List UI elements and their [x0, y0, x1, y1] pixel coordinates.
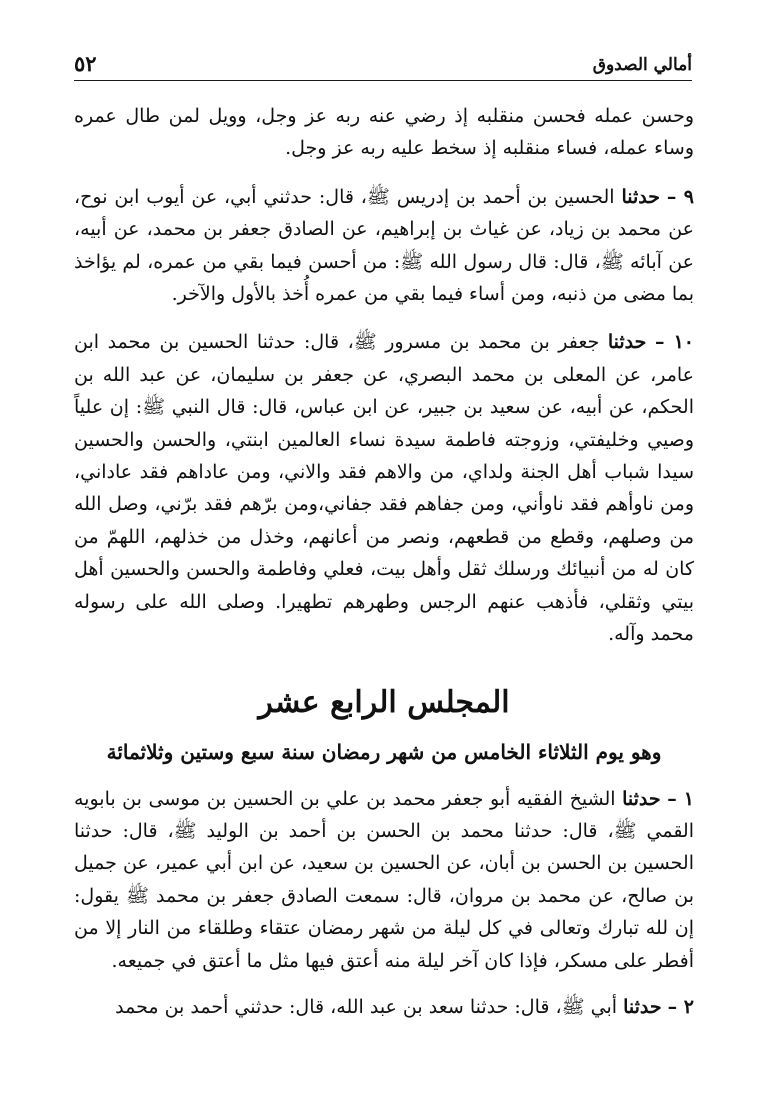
hadith-text: الشيخ الفقيه أبو جعفر محمد بن علي بن الحسين بن موسى بن بابويه القمي ﷺ، قال: حدثنا محمد بن الحسن بن أحمد بن الوليد ﷺ، قال: حدثنا الحسين بن الحسن بن أبان، عن الحسين بن سعيد، عن ابن أبي عمير، عن جميل بن صالح، عن محمد بن مروان، قال: سمعت الصادق جعفر بن محمد ﷺ يقول: إن لله تبارك وتعالى في كل ليلة من شهر رمضان عتقاء وطلقاء من النار إلا من أفطر على مسكر، فإذا كان آخر ليلة منه أعتق فيها مثل ما أعتق في جميعه.	[74, 787, 694, 972]
paragraph-continuation	[74, 100, 694, 165]
hadith-9	[74, 181, 694, 311]
hadith-number: ١ –	[667, 787, 695, 810]
chapter-hadith-2	[74, 991, 694, 1023]
hadith-lead: حدثنا	[622, 787, 661, 810]
page-number: ٥٢	[74, 51, 97, 76]
paragraph-text: وحسن عمله فحسن منقلبه إذ رضي عنه ربه عز وجل، وويل لمن طال عمره وساء عمله، فساء منقلبه إذ سخط عليه ربه عز وجل.	[74, 105, 694, 160]
chapter-subtitle: وهو يوم الثلاثاء الخامس من شهر رمضان سنة سبع وستين وثلاثمائة	[106, 739, 662, 764]
book-title: أمالي الصدوق	[592, 55, 692, 75]
hadith-text: الحسين بن أحمد بن إدريس ﷺ، قال: حدثني أبي، عن أيوب ابن نوح، عن محمد بن زياد، عن غياث بن إبراهيم، عن الصادق جعفر بن محمد، عن أبيه، عن آبائه ﷺ، قال: قال رسول الله ﷺ: من أحسن فيما بقي من عمره، لم يؤاخذ بما مضى من ذنبه، ومن أساء فيما بقي من عمره أُخذ بالأول والآخر.	[74, 185, 694, 306]
hadith-text: أبي ﷺ، قال: حدثنا سعد بن عبد الله، قال: حدثني أحمد بن محمد	[115, 995, 618, 1018]
hadith-10	[74, 326, 694, 650]
chapter-title: المجلس الرابع عشر	[258, 684, 510, 720]
hadith-number: ٩ –	[666, 185, 694, 208]
hadith-number: ٢ –	[667, 995, 694, 1018]
hadith-lead: حدثنا	[607, 331, 647, 354]
hadith-text: جعفر بن محمد بن مسرور ﷺ، قال: حدثنا الحسين بن محمد ابن عامر، عن المعلى بن محمد البصري، عن جعفر بن سليمان، عن عبد الله بن الحكم، عن أبيه، عن سعيد بن جبير، عن ابن عباس، قال: قال النبي ﷺ: إن علياً وصيي وخليفتي، وزوجته فاطمة سيدة نساء العالمين ابنتي، والحسن والحسين سيدا شباب أهل الجنة ولداي، من والاهم فقد والاني، ومن عاداهم فقد عاداني، ومن ناوأهم فقد ناوأني، ومن جفاهم فقد جفاني،ومن برّهم فقد برّني، وصل الله من وصلهم، وقطع من قطعهم، ونصر من أعانهم، وخذل من خذلهم، اللهمّ من كان له من أنبيائك ورسلك ثقل وأهل بيت، فعلي وفاطمة والحسن والحسين أهل بيتي وثقلي، فأذهب عنهم الرجس وطهرهم تطهيرا. وصلى الله على رسوله محمد وآله.	[74, 331, 694, 646]
chapter-hadith-1	[74, 783, 694, 977]
hadith-number: ١٠ –	[654, 331, 695, 354]
page-content	[74, 100, 694, 1039]
hadith-lead: حدثنا	[621, 185, 660, 208]
hadith-lead: حدثنا	[623, 995, 662, 1018]
page-header	[74, 46, 692, 81]
